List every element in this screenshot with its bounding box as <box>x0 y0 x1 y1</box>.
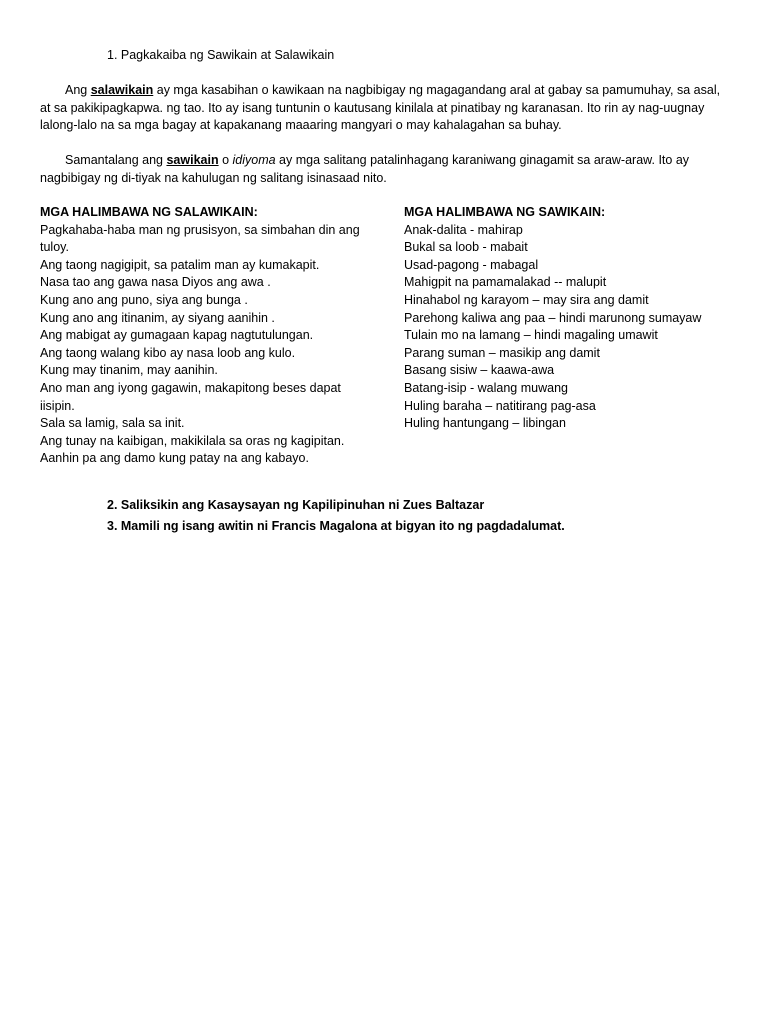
keyword-salawikain: salawikain <box>90 83 154 97</box>
list-item: Kung ano ang puno, siya ang bunga . <box>40 292 248 307</box>
list-item: Nasa tao ang gawa nasa Diyos ang awa . <box>40 275 271 290</box>
paragraph-salawikain <box>40 82 730 135</box>
list-item: Ano man ang iyong gagawin, makapitong beses dapat iisipin. <box>40 380 341 413</box>
list-item: Ang taong walang kibo ay nasa loob ang kulo. <box>40 345 296 360</box>
list-item: Huling hantungang – libingan <box>404 416 566 431</box>
list-item: Ang mabigat ay gumagaan kapag nagtutulungan. <box>40 328 314 343</box>
list-item: Parehong kaliwa ang paa – hindi marunong sumayaw <box>404 310 702 325</box>
keyword-idiyoma: idiyoma <box>232 153 276 167</box>
question-3: 3. Mamili ng isang awitin ni Francis Magalona at bigyan ito ng pagdadalumat. <box>107 519 565 533</box>
list-item: Huling baraha – natitirang pag-asa <box>404 398 596 413</box>
para1-post: ay mga kasabihan o kawikaan na nagbibigay ng magagandang aral at gabay sa pamumuhay, sa asal, at sa pakikipagkapwa. ng tao. Ito ay isang tuntunin o kautusang kinilala at pinatibay ng karanasan. Ito rin ay nag-uugnay lalong-lalo na sa mga bagay at kapakanang maaaring mangyari o may kahalagahan sa buhay. <box>40 83 721 133</box>
sawikain-examples <box>404 204 744 433</box>
list-item: Sala sa lamig, sala sa init. <box>40 416 185 431</box>
para1-pre: Ang <box>65 83 91 97</box>
list-item: Aanhin pa ang damo kung patay na ang kabayo. <box>40 451 309 466</box>
list-item: Kung ano ang itinanim, ay siyang aanihin . <box>40 310 275 325</box>
list-item: Kung may tinanim, may aanihin. <box>40 363 218 378</box>
para2-pre: Samantalang ang <box>65 153 167 167</box>
list-item: Bukal sa loob - mabait <box>404 240 528 255</box>
list-item: Hinahabol ng karayom – may sira ang damit <box>404 292 649 307</box>
list-item: Mahigpit na pamamalakad -- malupit <box>404 275 607 290</box>
salawikain-title: MGA HALIMBAWA NG SALAWIKAIN: <box>40 205 258 219</box>
para2-post: ay mga salitang patalinhagang karaniwang ginagamit sa araw-araw. Ito ay nagbibigay ng di-tiyak na kahulugan ng salitang isinasaad nito. <box>40 153 690 185</box>
salawikain-examples <box>40 204 370 468</box>
list-item: Ang taong nagigipit, sa patalim man ay kumakapit. <box>40 257 320 272</box>
list-item: Basang sisiw – kaawa-awa <box>404 363 555 378</box>
list-item: Ang tunay na kaibigan, makikilala sa oras ng kagipitan. <box>40 433 345 448</box>
section-heading-1: 1. Pagkakaiba ng Sawikain at Salawikain <box>107 48 335 62</box>
question-2: 2. Saliksikin ang Kasaysayan ng Kapilipinuhan ni Zues Baltazar <box>107 498 485 512</box>
list-item: Usad-pagong - mabagal <box>404 257 539 272</box>
list-item: Tulain mo na lamang – hindi magaling umawit <box>404 328 658 343</box>
para2-mid: o <box>218 153 233 167</box>
paragraph-sawikain <box>40 152 730 187</box>
keyword-sawikain: sawikain <box>166 153 219 167</box>
list-item: Parang suman – masikip ang damit <box>404 345 600 360</box>
list-item: Batang-isip - walang muwang <box>404 380 568 395</box>
sawikain-title: MGA HALIMBAWA NG SAWIKAIN: <box>404 205 606 219</box>
list-item: Pagkahaba-haba man ng prusisyon, sa simbahan din ang tuloy. <box>40 222 360 255</box>
list-item: Anak-dalita - mahirap <box>404 222 523 237</box>
